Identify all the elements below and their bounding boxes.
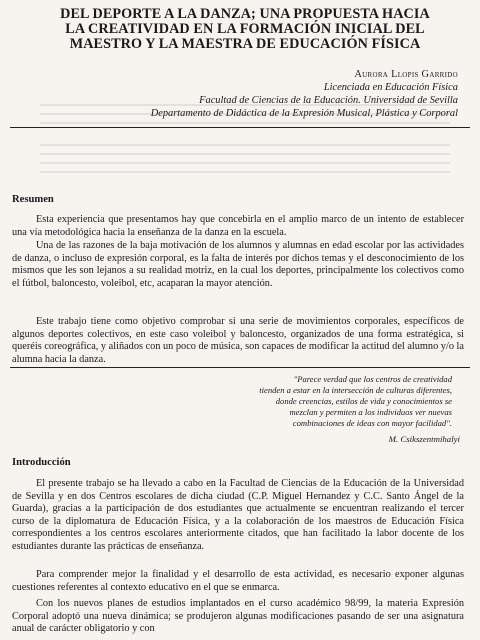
paper-title [30, 7, 460, 52]
affiliation-degree: Licenciada en Educación Física [323, 82, 458, 93]
affiliation-faculty: Facultad de Ciencias de la Educación. Universidad de Sevilla [199, 95, 458, 106]
introduccion-paragraph-2: Para comprender mejor la finalidad y el desarrollo de esta actividad, es necesario exponer algunas cuestiones referentes al contexto educativo en el que se enmarca. [12, 569, 464, 593]
epigraph-quote [152, 374, 452, 429]
introduccion-paragraph-1: El presente trabajo se ha llevado a cabo en la Facultad de Ciencias de la Educación de la Universidad de Sevilla y en dos Centros escolares de dicha ciudad (C.P. Miguel Hernandez y C.C. Santo Ángel de la Guarda), gracias a la participación de dos estudiantes que actualmente se encuentran realizando el tercer curso de la diplomatura de Educación Física, y a la colaboración de los maestros de Educación Física correspondientes a los centros escolares anteriormente citados, que han facilitado la labor docente de los estudiantes durante las prácticas de enseñanza. [12, 478, 464, 552]
quote-line-5: combinaciones de ideas con mayor facilidad". [292, 418, 452, 428]
title-line-3: MAESTRO Y LA MAESTRA DE EDUCACIÓN FÍSICA [69, 36, 421, 52]
abstract-rule [10, 367, 470, 368]
show-through-texture-2 [40, 140, 450, 180]
title-line-2: LA CREATIVIDAD EN LA FORMACIÓN INICIAL DEL [65, 21, 425, 37]
header-rule [10, 127, 470, 128]
quote-line-2: tienden a estar en la intersección de culturas diferentes, [259, 385, 452, 395]
resumen-paragraph-1: Esta experiencia que presentamos hay que concebirla en el amplio marco de un intento de establecer una vía metodológica hacia la enseñanza de la danza en la escuela. [12, 214, 464, 238]
introduccion-paragraph-3: Con los nuevos planes de estudios implantados en el curso académico 98/99, la materia Expresión Corporal adoptó una nueva dinámica; se produjeron algunas modificaciones pasando de ser una asignatura anual de carácter obligatorio y con [12, 598, 464, 635]
affiliation-department: Departamento de Didáctica de la Expresión Musical, Plástica y Corporal [150, 108, 458, 119]
author-name: Aurora Llopis Garrido [354, 69, 458, 80]
quote-line-1: "Parece verdad que los centros de creatividad [293, 374, 452, 384]
resumen-paragraph-2: Una de las razones de la baja motivación de los alumnos y alumnas en edad escolar por las actividades de danza, o incluso de expresión corporal, es la falta de interés por dichos temas y el desconocimiento de los mismos que les son lejanos a su realidad motriz, en la cual los deportes, principalmente los colectivos como el fútbol, baloncesto, voleibol, etc, acaparan la mayor atención. [12, 240, 464, 289]
quote-author: M. Csikszentmihalyi [388, 434, 460, 444]
author-block [78, 68, 458, 120]
resumen-heading: Resumen [12, 194, 54, 205]
quote-line-3: donde creencias, estilos de vida y conocimientos se [275, 396, 452, 406]
introduccion-heading: Introducción [12, 457, 71, 468]
resumen-paragraph-3: Este trabajo tiene como objetivo comprobar si una serie de movimientos corporales, específicos de algunos deportes colectivos, en este caso voleibol y baloncesto, organizados de una forma estratégica, si queréis coreográfica, y aliñados con un poco de música, son capaces de modificar la actitud del alumno y/o la alumna hacia la danza. [12, 316, 464, 365]
quote-line-4: mezclan y permiten a los individuos ver nuevas [289, 407, 452, 417]
title-line-1: DEL DEPORTE A LA DANZA; UNA PROPUESTA HACIA [60, 6, 430, 22]
